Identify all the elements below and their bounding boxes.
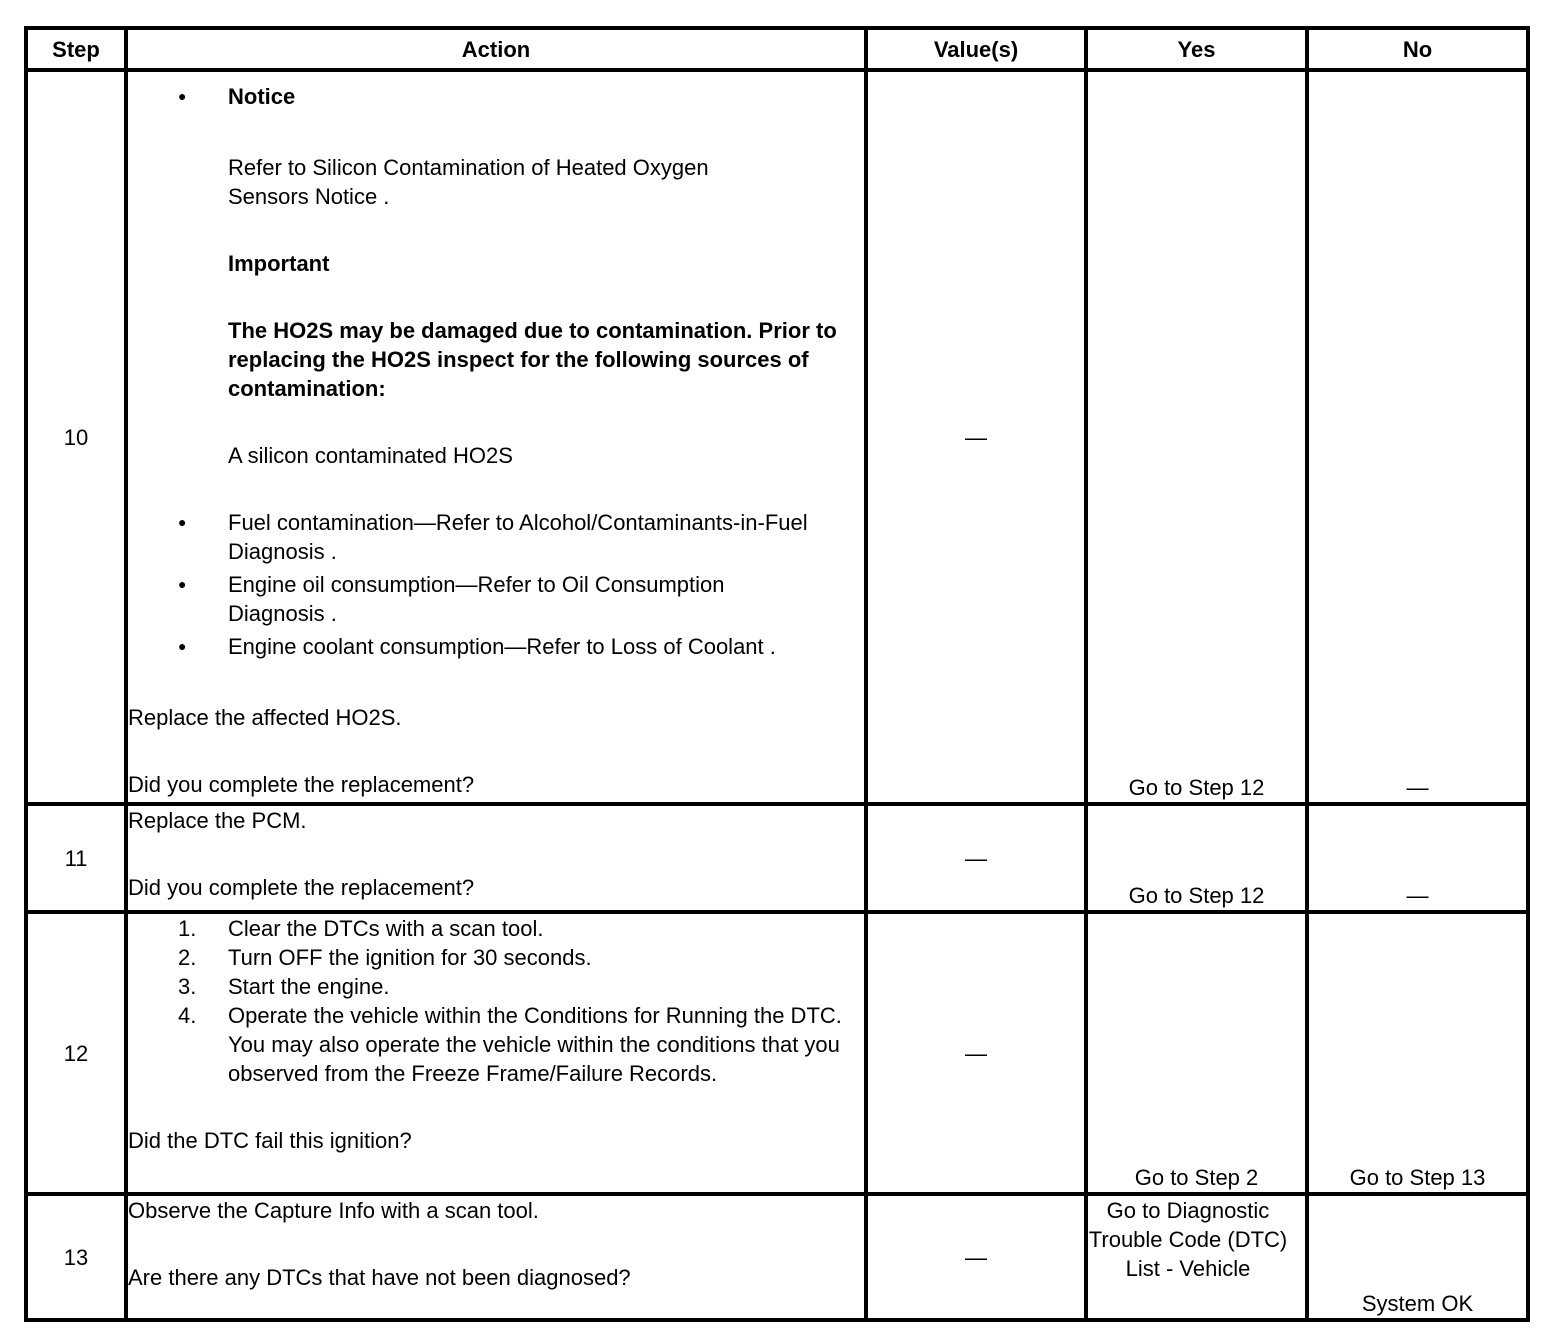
list-item — [178, 1001, 864, 1088]
table-row-step-10 — [26, 70, 1528, 804]
no-cell: System OK — [1307, 1194, 1528, 1320]
question-text: Are there any DTCs that have not been diagnosed? — [128, 1265, 631, 1290]
question-text: Did you complete the replacement? — [128, 875, 475, 900]
notice-title: ● Notice — [228, 82, 864, 111]
no-cell: — — [1307, 804, 1528, 912]
header-action: Action — [126, 28, 866, 70]
list-item: ● Engine oil consumption—Refer to Oil Consumption Diagnosis . — [228, 570, 864, 628]
yes-cell — [1086, 1194, 1307, 1320]
important-text: The HO2S may be damaged due to contamination. Prior to replacing the HO2S inspect for the following sources of contamination: — [228, 318, 837, 401]
question-text: Did the DTC fail this ignition? — [128, 1128, 412, 1153]
step-number: 10 — [26, 70, 126, 804]
step-number: 12 — [26, 912, 126, 1194]
silicon-text: A silicon contaminated HO2S — [228, 443, 513, 468]
step-number: 11 — [26, 804, 126, 912]
value-cell: — — [866, 912, 1086, 1194]
value-cell: — — [866, 70, 1086, 804]
action-cell — [126, 912, 866, 1194]
item-number: 3. — [178, 974, 197, 999]
action-cell — [126, 70, 866, 804]
item-text: Operate the vehicle within the Conditions for Running the DTC. You may also operate the vehicle within the conditions that you observed from the Freeze Frame/Failure Records. — [228, 1003, 842, 1086]
list-item: ● Engine coolant consumption—Refer to Loss of Coolant . — [228, 632, 864, 661]
yes-cell: Go to Step 2 — [1086, 912, 1307, 1194]
item-number: 2. — [178, 945, 197, 970]
value-cell: — — [866, 1194, 1086, 1320]
value-cell: — — [866, 804, 1086, 912]
yes-cell: Go to Step 12 — [1086, 70, 1307, 804]
header-yes: Yes — [1086, 28, 1307, 70]
header-step: Step — [26, 28, 126, 70]
contamination-list — [128, 508, 864, 661]
item-text: Start the engine. — [228, 974, 390, 999]
instruction-text: Observe the Capture Info with a scan tool. — [128, 1198, 539, 1223]
header-no: No — [1307, 28, 1528, 70]
step-number: 13 — [26, 1194, 126, 1320]
list-item — [178, 972, 864, 1001]
action-cell — [126, 804, 866, 912]
notice-text: Refer to Silicon Contamination of Heated Oxygen Sensors Notice . — [228, 155, 709, 209]
diagnostic-table — [24, 26, 1530, 1322]
notice-list — [128, 82, 864, 111]
instruction-text: Replace the affected HO2S. — [128, 705, 402, 730]
item-text: Turn OFF the ignition for 30 seconds. — [228, 945, 592, 970]
list-item: ● Fuel contamination—Refer to Alcohol/Contaminants-in-Fuel Diagnosis . — [228, 508, 864, 566]
item-text: Clear the DTCs with a scan tool. — [228, 916, 544, 941]
header-row — [26, 28, 1528, 70]
no-cell: Go to Step 13 — [1307, 912, 1528, 1194]
important-title: Important — [228, 251, 330, 276]
list-item — [178, 914, 864, 943]
action-cell — [126, 1194, 866, 1320]
table-row-step-12 — [26, 912, 1528, 1194]
table-row-step-13 — [26, 1194, 1528, 1320]
header-values: Value(s) — [866, 28, 1086, 70]
yes-link-dtc-list[interactable]: Go to Diagnostic Trouble Code (DTC) List - Vehicle — [1088, 1198, 1288, 1281]
procedure-list — [128, 914, 864, 1088]
item-number: 1. — [178, 916, 197, 941]
table-row-step-11 — [26, 804, 1528, 912]
no-cell: — — [1307, 70, 1528, 804]
list-item — [178, 943, 864, 972]
yes-cell: Go to Step 12 — [1086, 804, 1307, 912]
instruction-text: Replace the PCM. — [128, 808, 307, 833]
item-number: 4. — [178, 1003, 197, 1028]
question-text: Did you complete the replacement? — [128, 772, 475, 797]
